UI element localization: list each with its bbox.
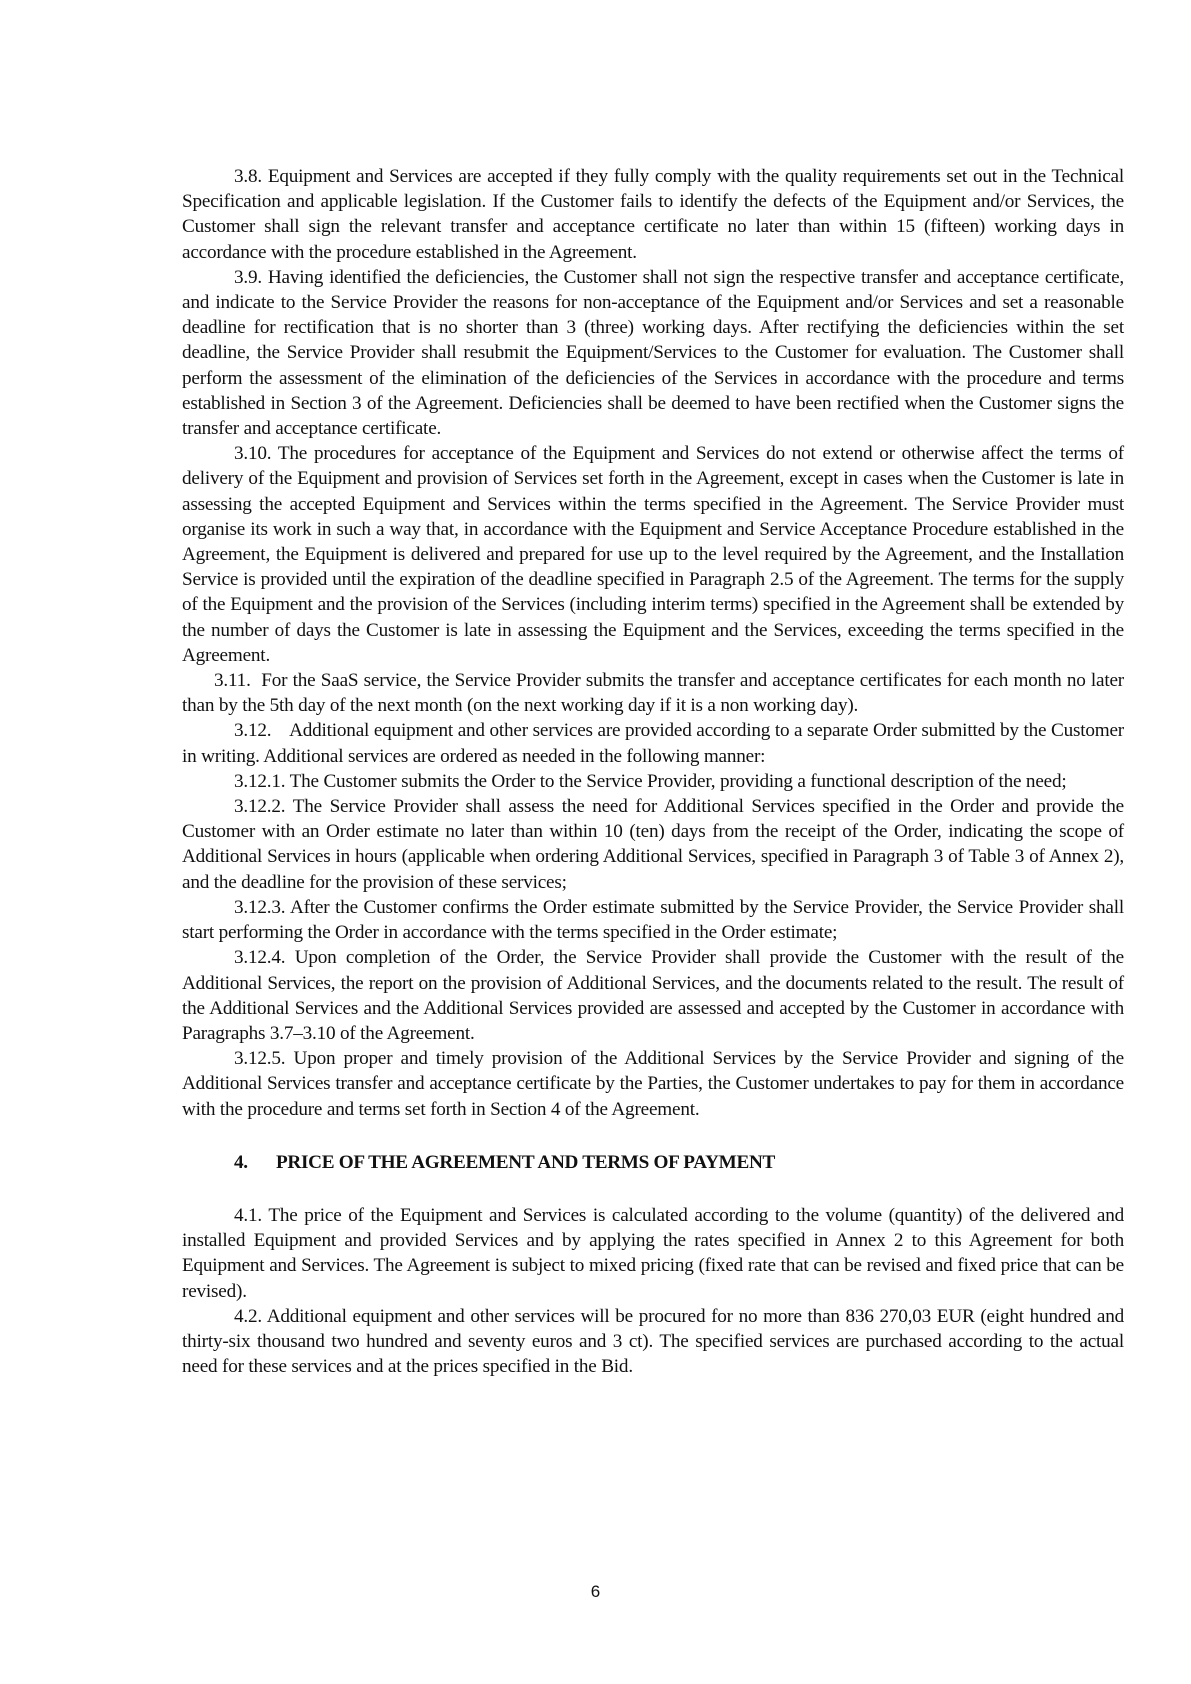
clause-3-11 (182, 668, 1124, 718)
clause-number: 4.1. (234, 1204, 262, 1226)
clause-number: 3.8. (234, 166, 262, 187)
clause-text: The Service Provider shall assess the need for Additional Services specified in the Order and provide the Customer with an Order estimate no later than within 10 (ten) days from the receipt of the Order, indicating the scope of Additional Services in hours (applicable when ordering Additional Services, specified in Paragraph 3 of Table 3 of Annex 2), and the deadline for the provision of these services; (182, 796, 1125, 893)
clause-text: The price of the Equipment and Services is calculated according to the volume (quantity) of the delivered and installed Equipment and provided Services and by applying the rates specified in Annex 2 to this Agreement for both Equipment and Services. The Agreement is subject to mixed pricing (fixed rate that can be revised and fixed price that can be revised). (182, 1204, 1124, 1302)
clause-3-10 (182, 441, 1124, 668)
clause-3-9 (182, 265, 1124, 441)
clause-3-12-4 (182, 945, 1124, 1046)
section-4-heading (182, 1150, 1124, 1175)
page-number: 6 (590, 1582, 601, 1601)
clause-3-12 (182, 718, 1124, 768)
clause-3-12-5 (182, 1046, 1124, 1122)
clause-text: Additional equipment and other services are provided according to a separate Order submitted by the Customer in writing. Additional services are ordered as needed in the following manner: (182, 720, 1124, 767)
clause-3-12-2 (182, 794, 1124, 895)
clause-number: 3.12.2. (234, 796, 286, 818)
clause-number: 3.12.3. (234, 896, 286, 918)
clause-number: 3.10. (234, 443, 272, 465)
clause-number: 4.2. (234, 1305, 262, 1327)
clause-number: 3.12.5. (234, 1048, 286, 1070)
clause-number: 3.11. (214, 670, 251, 692)
clause-text: Upon proper and timely provision of the Additional Services by the Service Provider and signing of the Additional Services transfer and acceptance certificate by the Parties, the Customer undertakes to pay for them in accordance with the procedure and terms set forth in Section 4 of the Agreement. (182, 1048, 1124, 1120)
clause-3-12-1 (182, 769, 1124, 794)
clause-4-1 (182, 1203, 1124, 1304)
document-page (182, 164, 1124, 1379)
clause-3-12-3 (182, 895, 1124, 945)
clause-number: 3.9. (234, 266, 262, 288)
clause-number: 3.12.1. (234, 770, 286, 792)
clause-number: 3.12.4. (234, 947, 286, 969)
clause-text: Having identified the deficiencies, the Customer shall not sign the respective transfer and acceptance certificate, and indicate to the Service Provider the reasons for non-acceptance of the Equipment and/or Services and set a reasonable deadline for rectification that is no shorter than 3 (three) working days. After rectifying the deficiencies within the set deadline, the Service Provider shall resubmit the Equipment/Services to the Customer for evaluation. The Customer shall perform the assessment of the elimination of the deficiencies of the Services in accordance with the procedure and terms established in Section 3 of the Agreement. Deficiencies shall be deemed to have been rectified when the Customer signs the transfer and acceptance certificate. (182, 266, 1124, 440)
section-number: 4. (234, 1151, 248, 1173)
clause-number: 3.12. (234, 720, 272, 742)
clause-text: The Customer submits the Order to the Service Provider, providing a functional description of the need; (289, 770, 1067, 792)
clause-text: Upon completion of the Order, the Service Provider shall provide the Customer with the result of the Additional Services, the report on the provision of Additional Services, and the documents related to the result. The result of the Additional Services and the Additional Services provided are assessed and accepted by the Customer in accordance with Paragraphs 3.7–3.10 of the Agreement. (182, 947, 1124, 1044)
clause-text: After the Customer confirms the Order estimate submitted by the Service Provider, the Service Provider shall start performing the Order in accordance with the terms specified in the Order estimate; (182, 896, 1124, 944)
clause-text: Equipment and Services are accepted if they fully comply with the quality requirements set out in the Technical Specification and applicable legislation. If the Customer fails to identify the defects of the Equipment and/or Services, the Customer shall sign the relevant transfer and acceptance certificate no later than within 15 (fifteen) working days in accordance with the procedure established in the Agreement. (182, 166, 1124, 263)
section-title: PRICE OF THE AGREEMENT AND TERMS OF PAYMENT (276, 1151, 776, 1173)
clause-3-8 (182, 164, 1124, 265)
clause-text: The procedures for acceptance of the Equipment and Services do not extend or otherwise affect the terms of delivery of the Equipment and provision of Services set forth in the Agreement, except in cases when the Customer is late in assessing the accepted Equipment and Services within the terms specified in the Agreement. The Service Provider must organise its work in such a way that, in accordance with the Equipment and Service Acceptance Procedure established in the Agreement, the Equipment is delivered and prepared for use up to the level required by the Agreement, and the Installation Service is provided until the expiration of the deadline specified in Paragraph 2.5 of the Agreement. The terms for the supply of the Equipment and the provision of the Services (including interim terms) specified in the Agreement shall be extended by the number of days the Customer is late in assessing the Equipment and the Services, exceeding the terms specified in the Agreement. (182, 443, 1124, 666)
clause-text: Additional equipment and other services will be procured for no more than 836 270,03 EUR (eight hundred and thirty-six thousand two hundred and seventy euros and 3 ct). The specified services are purchased according to the actual need for these services and at the prices specified in the Bid. (182, 1305, 1124, 1378)
clause-text: For the SaaS service, the Service Provider submits the transfer and acceptance certificates for each month no later than by the 5th day of the next month (on the next working day if it is a non working day). (182, 670, 1124, 717)
clause-4-2 (182, 1304, 1124, 1380)
